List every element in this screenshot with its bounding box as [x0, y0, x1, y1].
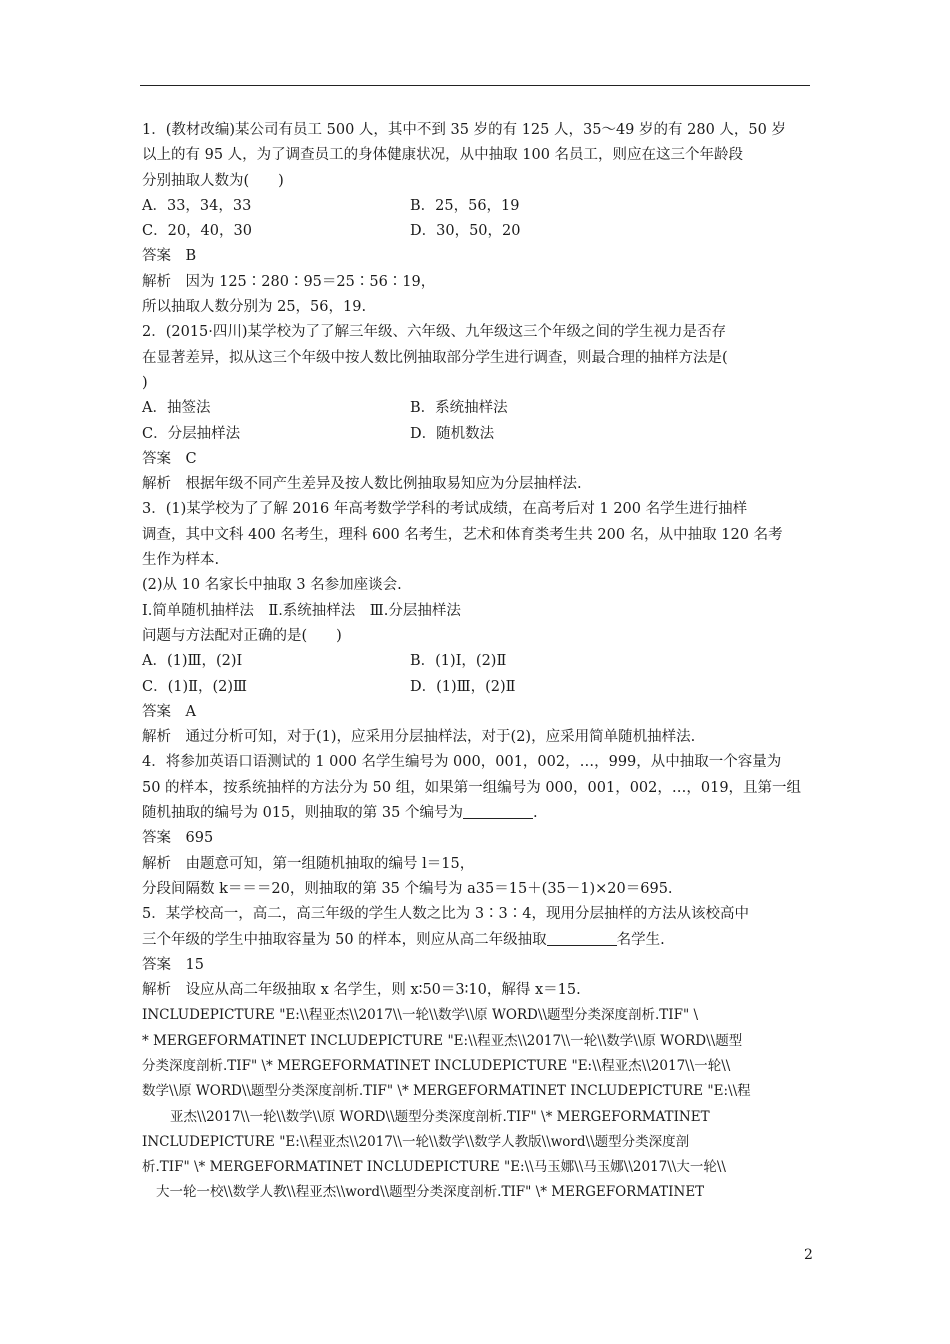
- q1-analysis-2: 所以抽取人数分别为 25，56，19.: [142, 299, 367, 316]
- q2-line-3: ): [142, 374, 148, 391]
- q1-option-d: D．30，50，20: [410, 223, 521, 240]
- q3-line-3: 生作为样本.: [142, 552, 220, 569]
- q3-line-2: 调查，其中文科 400 名考生，理科 600 名考生，艺术和体育类考生共 200 名，从中抽取 120 名考: [142, 526, 783, 543]
- q4-line-3: [142, 801, 812, 826]
- q3-methods: Ⅰ.简单随机抽样法 Ⅱ.系统抽样法 Ⅲ.分层抽样法: [142, 602, 461, 619]
- q2-line-2: 在显著差异，拟从这三个年级中按人数比例抽取部分学生进行调查，则最合理的抽样方法是(: [142, 349, 728, 366]
- field-code-line-5: 亚杰\\2017\\一轮\\数学\\原 WORD\\题型分类深度剖析.TIF" \* MERGEFORMATINET: [170, 1108, 710, 1125]
- q4-answer: 答案 695: [142, 830, 214, 847]
- q3-options-row-2: [142, 675, 812, 700]
- q3-option-b: B．(1)Ⅰ，(2)Ⅱ: [410, 653, 507, 670]
- field-code-line-4: 数学\\原 WORD\\题型分类深度剖析.TIF" \* MERGEFORMATINET INCLUDEPICTURE "E:\\程: [142, 1083, 751, 1100]
- q1-line-2: 以上的有 95 人，为了调查员工的身体健康状况，从中抽取 100 名员工，则应在这三个年龄段: [142, 147, 744, 164]
- q1-options-row-1: [142, 194, 812, 219]
- q1-option-c: C．20，40，30: [142, 223, 252, 240]
- q4-answer-blank: [463, 804, 533, 819]
- q4-line-2: 50 的样本，按系统抽样的方法分为 50 组，如果第一组编号为 000，001，002，…，019，且第一组: [142, 779, 802, 796]
- q2-option-b: B．系统抽样法: [410, 400, 508, 417]
- q1-answer: 答案 B: [142, 248, 197, 265]
- q4-line-3-text: 随机抽取的编号为 015，则抽取的第 35 个编号为: [142, 805, 463, 822]
- q1-line-1: 1．(教材改编)某公司有员工 500 人，其中不到 35 岁的有 125 人，35～49 岁的有 280 人，50 岁: [142, 122, 786, 138]
- q3-analysis: 解析 通过分析可知，对于(1)，应采用分层抽样法，对于(2)，应采用简单随机抽样法.: [142, 729, 696, 746]
- q3-line-1: 3．(1)某学校为了了解 2016 年高考数学学科的考试成绩，在高考后对 1 200 名学生进行抽样: [142, 501, 748, 518]
- field-code-line-6: INCLUDEPICTURE "E:\\程亚杰\\2017\\一轮\\数学\\数学人教版\\word\\题型分类深度剖: [142, 1133, 690, 1150]
- q5-line-2-text: 三个年级的学生中抽取容量为 50 的样本，则应从高二年级抽取: [142, 931, 547, 948]
- field-code-line-8: 大一轮一校\\数学人教\\程亚杰\\word\\题型分类深度剖析.TIF" \* MERGEFORMATINET: [156, 1184, 705, 1201]
- field-code-line-7: 析.TIF" \* MERGEFORMATINET INCLUDEPICTURE "E:\\马玉娜\\马玉娜\\2017\\大一轮\\: [142, 1159, 726, 1176]
- q5-analysis: 解析 设应从高二年级抽取 x 名学生，则 x∶50＝3∶10，解得 x＝15.: [142, 982, 581, 999]
- q2-option-c: C．分层抽样法: [142, 425, 241, 442]
- field-code-line-1: INCLUDEPICTURE "E:\\程亚杰\\2017\\一轮\\数学\\原 WORD\\题型分类深度剖析.TIF" \: [142, 1007, 699, 1024]
- q4-line-3-end: .: [532, 805, 538, 822]
- q3-option-c: C．(1)Ⅱ，(2)Ⅲ: [142, 678, 248, 695]
- q1-option-a: A．33，34，33: [142, 197, 252, 214]
- q5-line-2: [142, 928, 812, 953]
- q5-answer: 答案 15: [142, 956, 204, 973]
- q3-options-row-1: [142, 649, 812, 674]
- header-rule: [140, 85, 810, 86]
- q4-analysis-1: 解析 由题意可知，第一组随机抽取的编号 l＝15，: [142, 855, 475, 872]
- q4-line-1: 4．将参加英语口语测试的 1 000 名学生编号为 000，001，002，…，999，从中抽取一个容量为: [142, 754, 782, 771]
- q5-answer-blank: [547, 931, 617, 946]
- document-body: [142, 118, 812, 1206]
- q3-line-4: (2)从 10 名家长中抽取 3 名参加座谈会.: [142, 577, 402, 594]
- q1-analysis-1: 解析 因为 125∶280∶95＝25∶56∶19，: [142, 273, 436, 290]
- q2-analysis: 解析 根据年级不同产生差异及按人数比例抽取易知应为分层抽样法.: [142, 476, 582, 493]
- q2-answer: 答案 C: [142, 450, 197, 467]
- q3-answer: 答案 A: [142, 703, 196, 720]
- q3-option-d: D．(1)Ⅲ，(2)Ⅱ: [410, 678, 516, 695]
- q2-option-a: A．抽签法: [142, 400, 211, 417]
- q5-line-1: 5．某学校高一，高二，高三年级的学生人数之比为 3∶3∶4，现用分层抽样的方法从该校高中: [142, 906, 750, 923]
- q2-options-row-1: [142, 396, 812, 421]
- q1-option-b: B．25，56，19: [410, 197, 520, 214]
- q4-analysis-2: 分段间隔数 k＝＝＝20，则抽取的第 35 个编号为 a35＝15＋(35－1)×20＝695.: [142, 880, 673, 897]
- q1-line-3: 分别抽取人数为( ): [142, 172, 284, 189]
- q2-line-1: 2．(2015·四川)某学校为了了解三年级、六年级、九年级这三个年级之间的学生视力是否存: [142, 324, 727, 341]
- field-code-line-2: * MERGEFORMATINET INCLUDEPICTURE "E:\\程亚杰\\2017\\一轮\\数学\\原 WORD\\题型: [142, 1032, 743, 1049]
- q5-line-2-end: 名学生.: [616, 931, 665, 948]
- page-number: 2: [804, 1247, 813, 1263]
- q1-options-row-2: [142, 219, 812, 244]
- q2-option-d: D．随机数法: [410, 425, 495, 442]
- q2-options-row-2: [142, 422, 812, 447]
- q3-prompt: 问题与方法配对正确的是( ): [142, 627, 342, 644]
- q3-option-a: A．(1)Ⅲ，(2)Ⅰ: [142, 653, 243, 670]
- field-code-line-3: 分类深度剖析.TIF" \* MERGEFORMATINET INCLUDEPICTURE "E:\\程亚杰\\2017\\一轮\\: [142, 1057, 731, 1074]
